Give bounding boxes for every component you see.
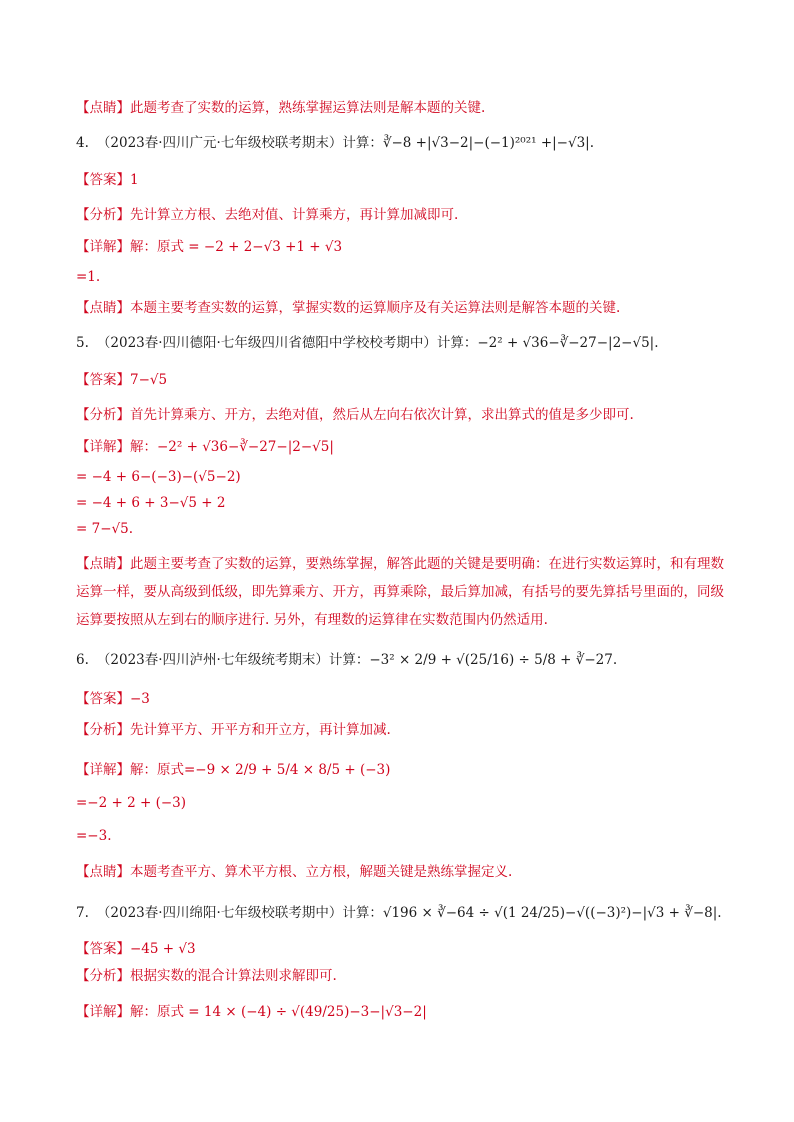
detail-line-d4a (76, 237, 734, 257)
question-line-q6 (76, 650, 734, 670)
section-text: 此题考查了实数的运算，熟练掌握运算法则是解本题的关键. (130, 100, 486, 116)
section-text: = −4 + 6 + 3−√5 + 2 (76, 495, 226, 511)
section-text: −45 + √3 (130, 941, 196, 957)
section-text: 解：原式 = −2 + 2−√3 +1 + √3 (130, 239, 343, 255)
section-text: 解：−2² + √36−∛−27−|2−√5| (130, 439, 334, 455)
answer-line-a6 (76, 689, 734, 709)
section-text: −3 (130, 691, 150, 707)
question-expression: −2² + √36−∛−27−|2−√5|. (477, 335, 659, 351)
section-text: =−2 + 2 + (−3) (76, 795, 187, 811)
section-text: 先计算平方、开平方和开立方，再计算加减. (130, 722, 391, 738)
question-expression: −3² × 2/9 + √(25/16) ÷ 5/8 + ∛−27. (369, 652, 618, 668)
section-tag: 【分析】 (76, 207, 130, 223)
section-text: 此题主要考查了实数的运算，要熟练掌握，解答此题的关键是要明确：在进行实数运算时，和有理数运算一样，要从高级到低级，即先算乘方、开方，再算乘除，最后算加减，有括号的要先算括号里面的，同级运算要按照从左到右的顺序进行. 另外，有理数的运算律在实数范围内仍然适用. (76, 556, 724, 628)
answer-line-a7 (76, 939, 734, 959)
plain-line-d6c (76, 826, 734, 846)
question-number: 6. (76, 652, 89, 668)
analysis-line-f7 (76, 966, 734, 986)
section-text: =−3. (76, 828, 112, 844)
section-tag: 【详解】 (76, 1004, 130, 1020)
point-line-p5 (76, 550, 734, 634)
plain-line-d5d (76, 519, 734, 539)
point-line-p4 (76, 298, 734, 318)
detail-line-d7a (76, 1002, 734, 1022)
section-tag: 【详解】 (76, 439, 130, 455)
answer-line-a4 (76, 170, 734, 190)
question-number: 7. (76, 905, 89, 921)
section-tag: 【详解】 (76, 762, 130, 778)
section-tag: 【分析】 (76, 968, 130, 984)
section-tag: 【分析】 (76, 407, 130, 423)
question-prompt: 计算： (328, 652, 370, 668)
question-expression: ∛−8 +|√3−2|−(−1)²⁰²¹ +|−√3|. (382, 135, 595, 151)
plain-line-d5c (76, 493, 734, 513)
section-tag: 【答案】 (76, 691, 130, 707)
plain-line-d4b (76, 267, 734, 287)
section-text: =1. (76, 269, 101, 285)
question-source: （2023春·四川德阳·七年级四川省德阳中学校校考期中） (96, 335, 437, 351)
question-line-q7 (76, 903, 734, 923)
question-prompt: 计算： (342, 905, 383, 921)
question-line-q5 (76, 333, 734, 353)
point-line-b1 (76, 98, 734, 118)
section-text: 首先计算乘方、开方，去绝对值，然后从左向右依次计算，求出算式的值是多少即可. (130, 407, 634, 423)
question-prompt: 计算： (436, 335, 478, 351)
section-tag: 【点睛】 (76, 864, 130, 880)
section-tag: 【答案】 (76, 372, 130, 388)
section-text: 解：原式 = 14 × (−4) ÷ √(49/25)−3−|√3−2| (130, 1004, 427, 1020)
section-text: 本题主要考查实数的运算，掌握实数的运算顺序及有关运算法则是解答本题的关键. (130, 300, 621, 316)
question-number: 5. (76, 335, 89, 351)
question-line-q4 (76, 133, 734, 153)
section-tag: 【点睛】 (76, 556, 130, 572)
section-tag: 【答案】 (76, 172, 130, 188)
section-text: 解：原式=−9 × 2/9 + 5/4 × 8/5 + (−3) (130, 762, 391, 778)
question-number: 4. (76, 135, 89, 151)
section-text: 7−√5 (130, 372, 168, 388)
section-text: 先计算立方根、去绝对值、计算乘方，再计算加减即可. (130, 207, 459, 223)
section-tag: 【点睛】 (76, 100, 130, 116)
question-source: （2023春·四川广元·七年级校联考期末） (96, 135, 343, 151)
analysis-line-f4 (76, 205, 734, 225)
section-text: 1 (130, 172, 139, 188)
section-tag: 【答案】 (76, 941, 130, 957)
point-line-p6 (76, 862, 734, 882)
question-expression: √196 × ∛−64 ÷ √(1 24/25)−√((−3)²)−|√3 + ∛−8|. (382, 905, 722, 921)
section-text: 根据实数的混合计算法则求解即可. (130, 968, 337, 984)
section-text: 本题考查平方、算术平方根、立方根，解题关键是熟练掌握定义. (130, 864, 513, 880)
analysis-line-f5 (76, 405, 734, 425)
detail-line-d6a (76, 760, 734, 780)
plain-line-d6b (76, 793, 734, 813)
analysis-line-f6 (76, 720, 734, 740)
section-tag: 【分析】 (76, 722, 130, 738)
section-text: = −4 + 6−(−3)−(√5−2) (76, 469, 241, 485)
plain-line-d5b (76, 467, 734, 487)
question-prompt: 计算： (342, 135, 383, 151)
section-tag: 【详解】 (76, 239, 130, 255)
question-source: （2023春·四川绵阳·七年级校联考期中） (96, 905, 343, 921)
question-source: （2023春·四川泸州·七年级统考期末） (96, 652, 329, 668)
answer-line-a5 (76, 370, 734, 390)
section-text: = 7−√5. (76, 521, 133, 537)
section-tag: 【点睛】 (76, 300, 130, 316)
detail-line-d5a (76, 437, 734, 457)
